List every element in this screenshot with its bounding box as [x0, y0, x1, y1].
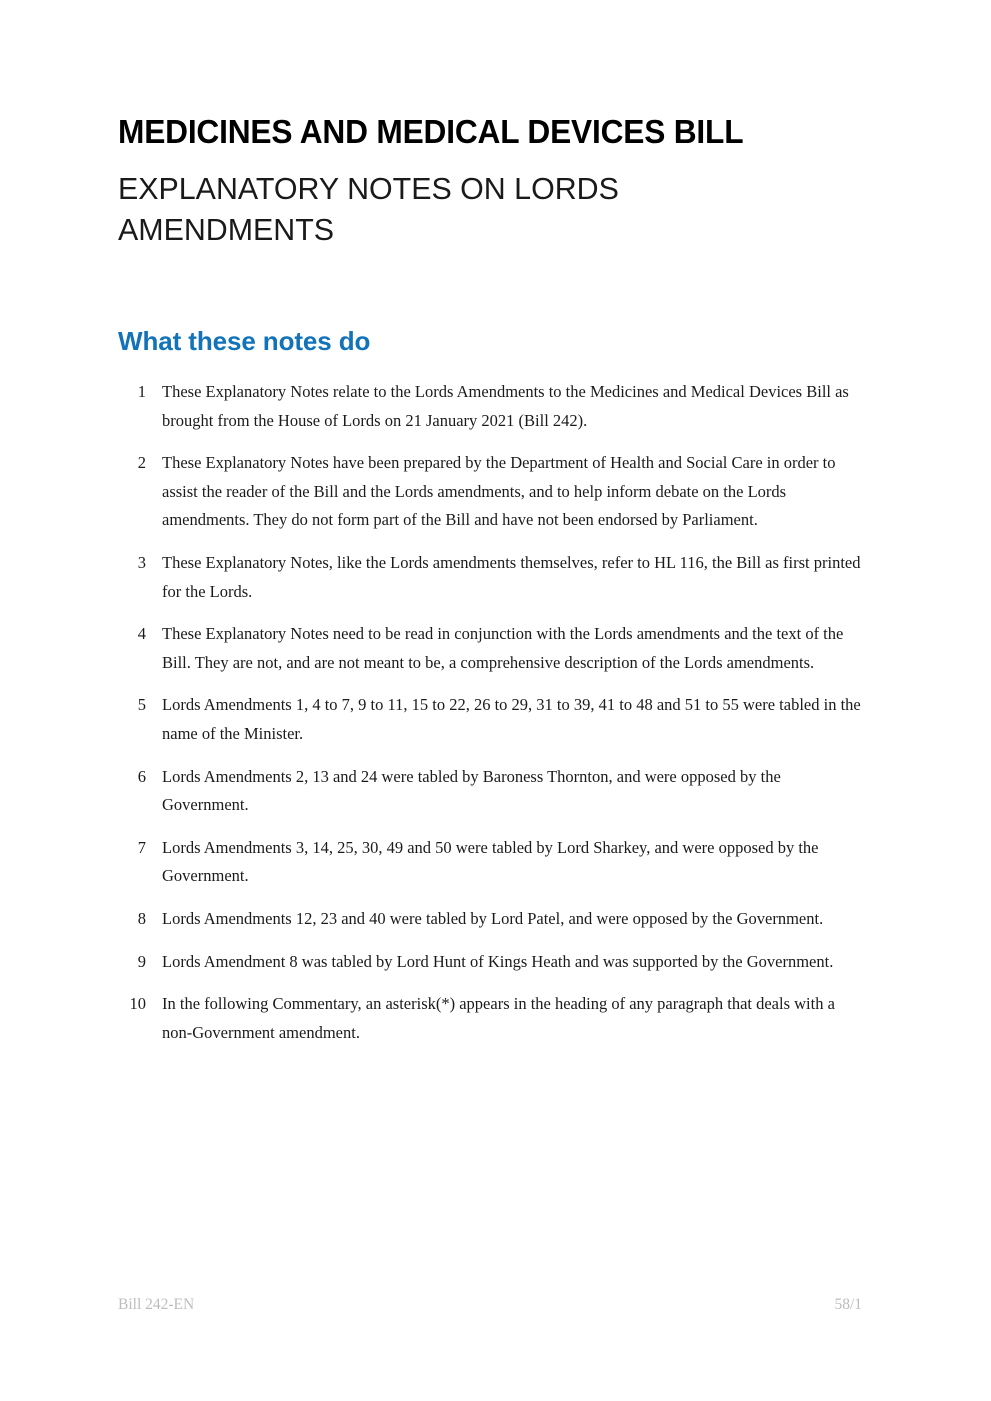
note-text: These Explanatory Notes need to be read in conjunction with the Lords amendments and the text of the Bill. They are not, and are not meant to be, a comprehensive description of the Lords amendments.	[162, 624, 844, 672]
footer-bill-reference: Bill 242-EN	[118, 1296, 195, 1313]
note-number: 7	[137, 837, 146, 857]
note-number: 5	[137, 695, 146, 715]
note-text: These Explanatory Notes, like the Lords amendments themselves, refer to HL 116, the Bill as first printed for the Lords.	[162, 552, 861, 601]
note-text: Lords Amendments 3, 14, 25, 30, 49 and 50 were tabled by Lord Sharkey, and were opposed by the Government.	[162, 837, 819, 886]
note-item	[118, 948, 888, 977]
note-text: These Explanatory Notes have been prepared by the Department of Health and Social Care in order to assist the reader of the Bill and the Lords amendments, and to help inform debate on the Lords amendments. They do not form part of the Bill and have not been endorsed by Parliament.	[162, 453, 836, 530]
title-block	[118, 112, 908, 250]
note-number: 3	[137, 552, 146, 572]
section-heading-what-these-notes-do: What these notes do	[118, 326, 371, 356]
note-item	[118, 620, 888, 677]
page-footer	[118, 1296, 873, 1314]
note-number: 8	[137, 908, 146, 928]
note-item	[118, 990, 888, 1047]
note-text: These Explanatory Notes relate to the Lords Amendments to the Medicines and Medical Devices Bill as brought from the House of Lords on 21 January 2021 (Bill 242).	[162, 382, 849, 430]
note-item	[118, 763, 888, 820]
note-number: 1	[137, 382, 146, 401]
note-text: Lords Amendments 1, 4 to 7, 9 to 11, 15 to 22, 26 to 29, 31 to 39, 41 to 48 and 51 to 55 were tabled in the name of the Minister.	[162, 695, 861, 743]
page-title: MEDICINES AND MEDICAL DEVICES BILL	[118, 113, 744, 150]
numbered-notes-list	[118, 378, 888, 1061]
note-text: Lords Amendment 8 was tabled by Lord Hunt of Kings Heath and was supported by the Government.	[162, 951, 834, 971]
note-item	[118, 449, 888, 535]
note-text: Lords Amendments 2, 13 and 24 were tabled by Baroness Thornton, and were opposed by the Government.	[162, 766, 781, 815]
note-number: 4	[137, 624, 146, 644]
note-text: In the following Commentary, an asterisk(*) appears in the heading of any paragraph that deals with a non-Government amendment.	[162, 994, 835, 1042]
note-number: 9	[137, 951, 146, 971]
note-item	[118, 905, 888, 934]
note-number: 6	[137, 766, 146, 786]
footer-page-number: 58/1	[834, 1296, 862, 1313]
note-item	[118, 378, 888, 435]
note-number: 2	[137, 453, 146, 473]
note-item	[118, 691, 888, 748]
note-item	[118, 549, 888, 606]
note-item	[118, 834, 888, 891]
note-number: 10	[129, 994, 146, 1014]
note-text: Lords Amendments 12, 23 and 40 were tabled by Lord Patel, and were opposed by the Government.	[162, 908, 824, 928]
page-subtitle: EXPLANATORY NOTES ON LORDS AMENDMENTS	[118, 171, 619, 247]
